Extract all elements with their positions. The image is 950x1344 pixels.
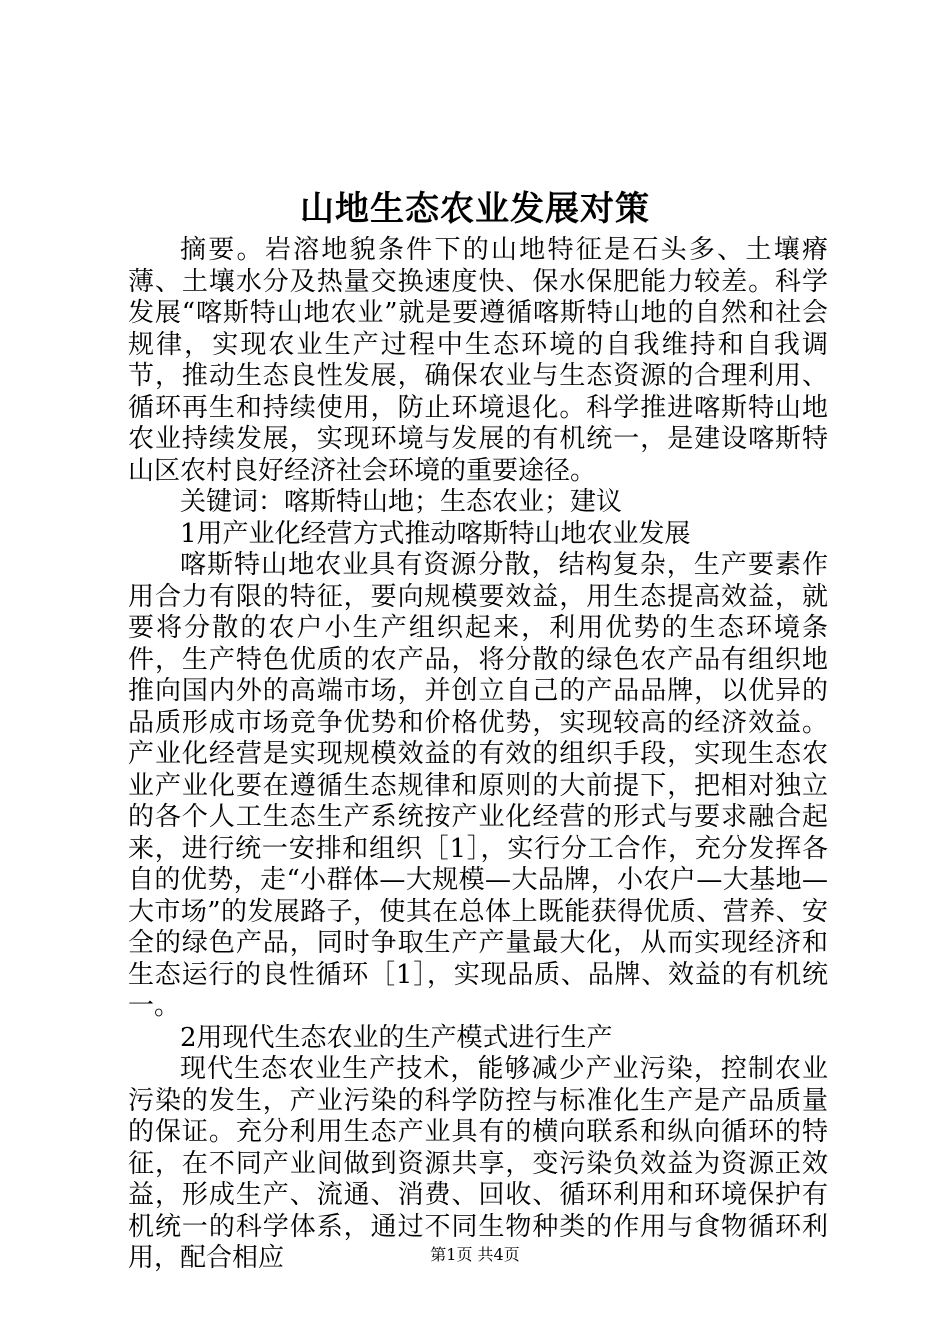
section-1-paragraph: 喀斯特山地农业具有资源分散，结构复杂，生产要素作用合力有限的特征，要向规模要效益，用生态提高效益，就要将分散的农户小生产组织起来，利用优势的生态环境条件，生产特色优质的农产品，将分散的绿色农产品有组织地推向国内外的高端市场，并创立自己的产品品牌，以优异的品质形成市场竞争优势和价格优势，实现较高的经济效益。产业化经营是实现规模效益的有效的组织手段，实现生态农业产业化要在遵循生态规律和原则的大前提下，把相对独立的各个人工生态生产系统按产业化经营的形式与要求融合起来，进行统一安排和组织［1］，实行分工合作，充分发挥各自的优势，走“小群体—大规模—大品牌，小农户—大基地—大市场”的发展路子，使其在总体上既能获得优质、营养、安全的绿色产品，同时争取生产产量最大化，从而实现经济和生态运行的良性循环［1］，实现品质、品牌、效益的有机统一。 xyxy=(128,550,828,1021)
section-heading-1: 1用产业化经营方式推动喀斯特山地农业发展 xyxy=(180,518,691,549)
section-2-paragraph: 现代生态农业生产技术，能够减少产业污染，控制农业污染的发生，产业污染的科学防控与标准化生产是产品质量的保证。充分利用生态产业具有的横向联系和纵向循环的特征，在不同产业间做到资源共享，变污染负效益为资源正效益，形成生产、流通、消费、回收、循环利用和环境保护有机统一的科学体系，通过不同生物种类的作用与食物循环利用，配合相应 xyxy=(128,1054,828,1273)
section-heading-2: 2用现代生态农业的生产模式进行生产 xyxy=(180,1022,613,1053)
document-body xyxy=(128,235,828,1275)
keywords-line: 关键词：喀斯特山地；生态农业；建议 xyxy=(180,487,623,517)
page-title: 山地生态农业发展对策 xyxy=(300,189,650,229)
page-footer: 第1页 共4页 xyxy=(430,1245,520,1264)
abstract-paragraph: 摘要。岩溶地貌条件下的山地特征是石头多、土壤瘠薄、土壤水分及热量交换速度快、保水保肥能力较差。科学发展“喀斯特山地农业”就是要遵循喀斯特山地的自然和社会规律，实现农业生产过程中生态环境的自我维持和自我调节，推动生态良性发展，确保农业与生态资源的合理利用、循环再生和持续使用，防止环境退化。科学推进喀斯特山地农业持续发展，实现环境与发展的有机统一，是建设喀斯特山区农村良好经济社会环境的重要途径。 xyxy=(128,235,828,486)
